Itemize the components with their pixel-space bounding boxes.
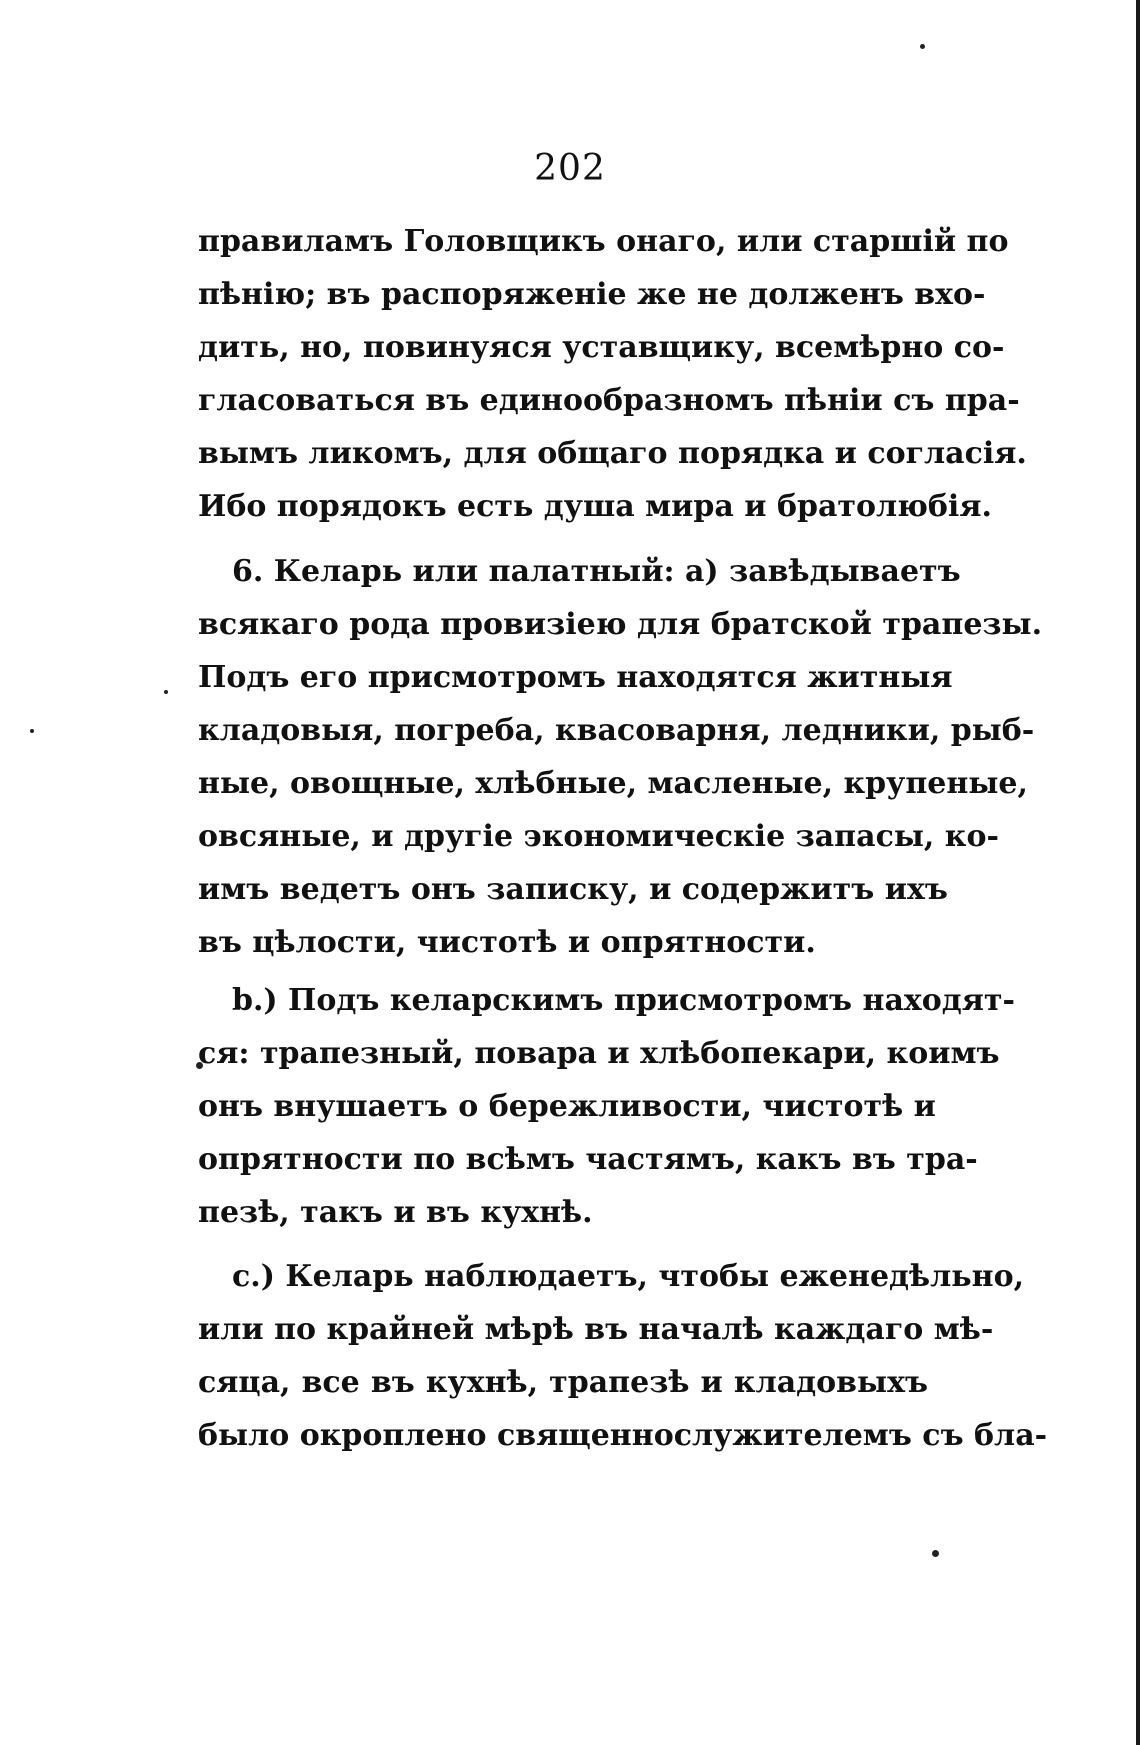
text-line: ные, овощные, хлѣбные, масленые, крупеные, (198, 766, 1028, 801)
paragraph-3 (198, 974, 1015, 1239)
text-line: овсяные, и другіе экономическіе запасы, ко- (198, 819, 999, 854)
paragraph-1 (198, 215, 1027, 533)
ink-speck (920, 44, 925, 49)
paragraph-4 (198, 1250, 1048, 1462)
text-line: дить, но, повинуяся уставщику, всемѣрно со- (198, 330, 1005, 365)
text-line: пѣнію; въ распоряженіе же не долженъ вхо- (198, 277, 986, 312)
text-line: вымъ ликомъ, для общаго порядка и соглаcія. (198, 436, 1027, 471)
text-line: опрятности по всѣмъ частямъ, какъ въ тра- (198, 1142, 978, 1177)
text-line: или по крайней мѣрѣ въ началѣ каждаго мѣ- (198, 1312, 994, 1347)
text-line: имъ ведетъ онъ записку, и содержитъ ихъ (198, 872, 948, 907)
text-line: b.) Подъ келарскимъ присмотромъ находят- (232, 983, 1015, 1018)
text-line: гласоваться въ единообразномъ пѣніи съ пра- (198, 383, 1020, 418)
text-line: Ибо порядокъ есть душа мира и братолюбія. (198, 489, 992, 524)
text-line: всякаго рода провизіею для братской трапезы. (198, 607, 1043, 642)
text-line: с.) Келарь наблюдаетъ, чтобы еженедѣльно, (232, 1259, 1025, 1294)
text-line: въ цѣлости, чистотѣ и опрятности. (198, 925, 816, 960)
ink-speck (30, 729, 34, 733)
ink-speck (164, 690, 168, 694)
page-edge-shadow (1136, 0, 1140, 1745)
text-line: 6. Келарь или палатный: а) завѣдываетъ (232, 554, 961, 589)
text-line: правиламъ Головщикъ онаго, или старшій по (198, 224, 1009, 259)
paragraph-2 (198, 545, 1043, 969)
page-number: 202 (534, 148, 606, 189)
text-line: кладовыя, погреба, квасоварня, ледники, рыб- (198, 713, 1035, 748)
text-line: ся: трапезный, повара и хлѣбопекари, коимъ (198, 1036, 1000, 1071)
text-line: Подъ его присмотромъ находятся житныя (198, 660, 953, 695)
ink-speck (932, 1550, 939, 1557)
text-line: пезѣ, такъ и въ кухнѣ. (198, 1195, 593, 1230)
text-line: сяца, все въ кухнѣ, трапезѣ и кладовыхъ (198, 1365, 928, 1400)
text-line: онъ внушаетъ о бережливости, чистотѣ и (198, 1089, 936, 1124)
text-line: было окроплено священнослужителемъ съ бла- (198, 1418, 1048, 1453)
